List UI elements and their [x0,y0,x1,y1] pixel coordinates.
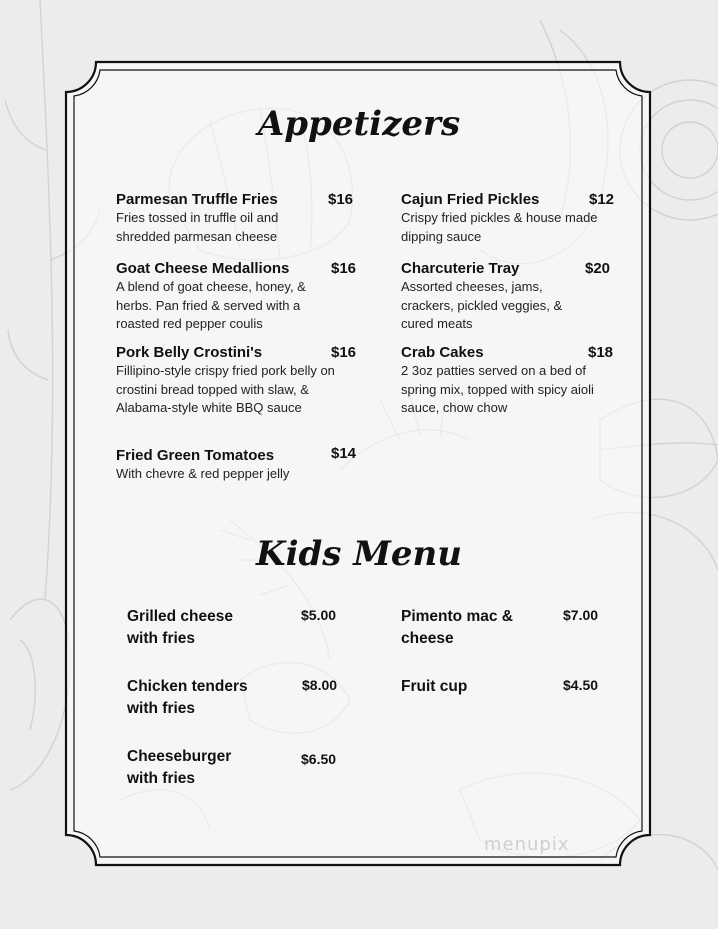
item-description: A blend of goat cheese, honey, & herbs. Pan fried & served with a roasted red pepper coulis [116,279,306,331]
menu-item-charcuterie-tray [401,259,621,334]
item-name: Grilled cheese with fries [127,608,233,647]
menu-item-cajun-fried-pickles [401,190,621,246]
item-name: Crab Cakes [401,344,484,361]
item-price: $8.00 [302,677,338,693]
item-name: Pork Belly Crostini's [116,344,263,361]
item-description: With chevre & red pepper jelly [116,466,290,481]
item-description: Fries tossed in truffle oil and shredded parmesan cheese [116,210,279,244]
item-description: Crispy fried pickles & house made dipping sauce [401,210,598,244]
menu-item-pork-belly-crostinis [116,343,361,418]
kids-item-fruit-cup [401,676,611,698]
item-price: $7.00 [563,607,599,623]
item-description: Assorted cheeses, jams, crackers, pickled veggies, & cured meats [401,279,563,331]
item-price: $16 [328,191,354,208]
menu-item-fried-green-tomatoes [116,446,361,484]
menupix-watermark: menupix [484,834,570,855]
item-name: Fried Green Tomatoes [116,447,275,464]
item-price: $16 [331,344,357,361]
item-price: $14 [331,445,357,462]
item-price: $20 [585,260,611,277]
item-price: $18 [588,344,614,361]
item-name: Fruit cup [401,678,468,695]
menu-item-parmesan-truffle-fries [116,190,356,246]
item-name: Goat Cheese Medallions [116,260,290,277]
appetizers-heading: Appetizers [257,104,461,144]
menu-item-crab-cakes [401,343,621,418]
item-description: Fillipino-style crispy fried pork belly on crostini bread topped with slaw, & Alabama-style white BBQ sauce [116,363,335,415]
item-name: Parmesan Truffle Fries [116,191,278,208]
item-name: Chicken tenders with fries [127,678,248,717]
kids-item-grilled-cheese [127,606,347,650]
item-price: $5.00 [301,607,337,623]
kids-menu-heading: Kids Menu [256,534,462,574]
item-name: Pimento mac & cheese [401,608,513,647]
kids-item-cheeseburger [127,746,347,790]
item-price: $16 [331,260,357,277]
item-price: $6.50 [301,751,337,767]
kids-item-chicken-tenders [127,676,347,720]
item-price: $12 [589,191,615,208]
item-description: 2 3oz patties served on a bed of spring mix, topped with spicy aioli sauce, chow chow [401,363,594,415]
item-name: Cheeseburger with fries [127,748,232,787]
item-price: $4.50 [563,677,599,693]
item-name: Cajun Fried Pickles [401,191,540,208]
item-name: Charcuterie Tray [401,260,520,277]
menu-item-goat-cheese-medallions [116,259,361,334]
kids-item-pimento-mac [401,606,611,650]
